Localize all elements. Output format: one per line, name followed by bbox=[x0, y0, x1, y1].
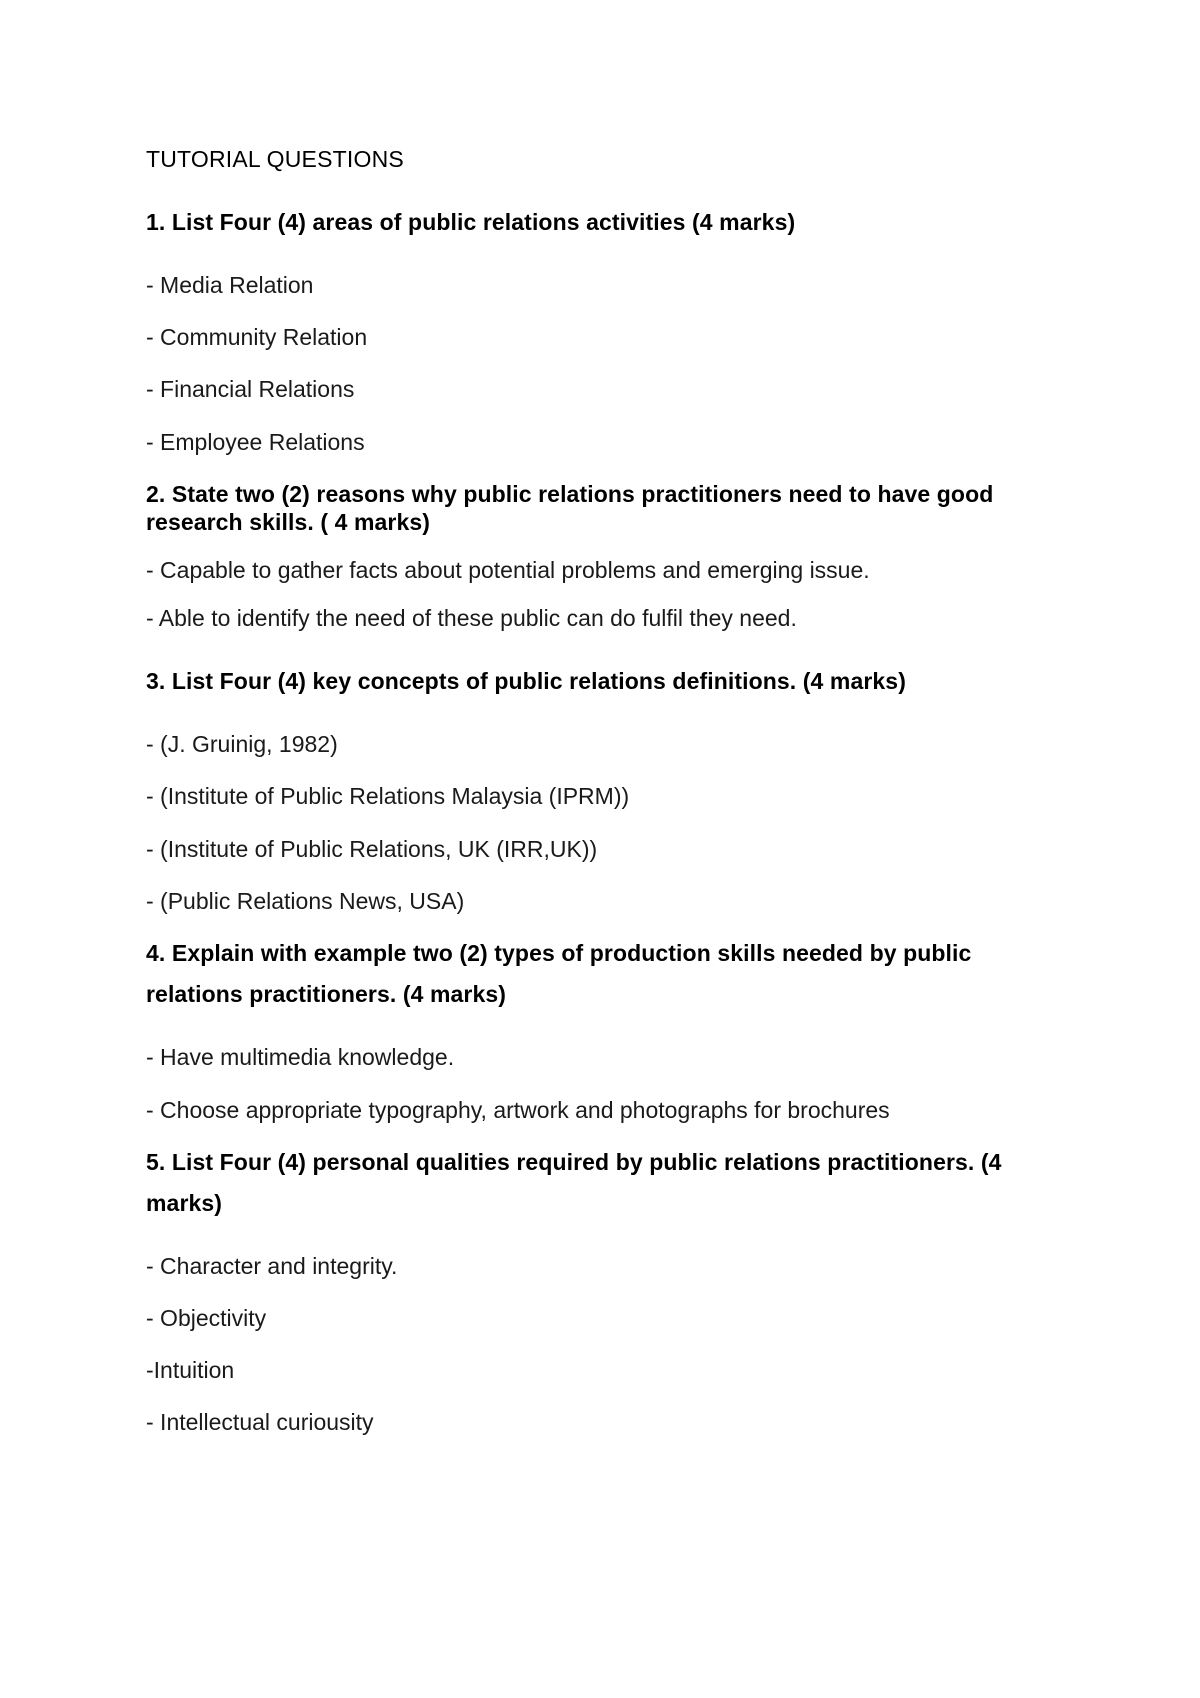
question-2-line-1: 2. State two (2) reasons why public relations practitioners need to have good bbox=[146, 481, 994, 507]
answer-1-1: - Media Relation bbox=[146, 272, 314, 298]
question-5-line-2: marks) bbox=[146, 1190, 223, 1216]
answer-1-3: - Financial Relations bbox=[146, 376, 355, 402]
question-5-line-1: 5. List Four (4) personal qualities required by public relations practitioners. (4 bbox=[146, 1149, 1002, 1175]
question-3: 3. List Four (4) key concepts of public relations definitions. (4 marks) bbox=[146, 668, 906, 694]
answer-2-2: - Able to identify the need of these public can do fulfil they need. bbox=[146, 605, 797, 631]
question-2-line-2: research skills. ( 4 marks) bbox=[146, 509, 430, 535]
answer-5-2: - Objectivity bbox=[146, 1305, 267, 1331]
answer-3-4: - (Public Relations News, USA) bbox=[146, 888, 465, 914]
answer-4-2: - Choose appropriate typography, artwork and photographs for brochures bbox=[146, 1097, 890, 1123]
document-title: TUTORIAL QUESTIONS bbox=[146, 146, 404, 172]
answer-3-2: - (Institute of Public Relations Malaysia (IPRM)) bbox=[146, 783, 630, 809]
answer-2-1: - Capable to gather facts about potential problems and emerging issue. bbox=[146, 557, 870, 583]
answer-1-4: - Employee Relations bbox=[146, 429, 365, 455]
question-4-line-1: 4. Explain with example two (2) types of production skills needed by public bbox=[146, 940, 972, 966]
answer-3-3: - (Institute of Public Relations, UK (IRR,UK)) bbox=[146, 836, 598, 862]
question-4-line-2: relations practitioners. (4 marks) bbox=[146, 981, 507, 1007]
answer-1-2: - Community Relation bbox=[146, 324, 368, 350]
question-1: 1. List Four (4) areas of public relations activities (4 marks) bbox=[146, 209, 796, 235]
answer-4-1: - Have multimedia knowledge. bbox=[146, 1044, 455, 1070]
answer-3-1: - (J. Gruinig, 1982) bbox=[146, 731, 338, 757]
answer-5-1: - Character and integrity. bbox=[146, 1253, 398, 1279]
answer-5-4: - Intellectual curiousity bbox=[146, 1409, 374, 1435]
answer-5-3: -Intuition bbox=[146, 1357, 235, 1383]
